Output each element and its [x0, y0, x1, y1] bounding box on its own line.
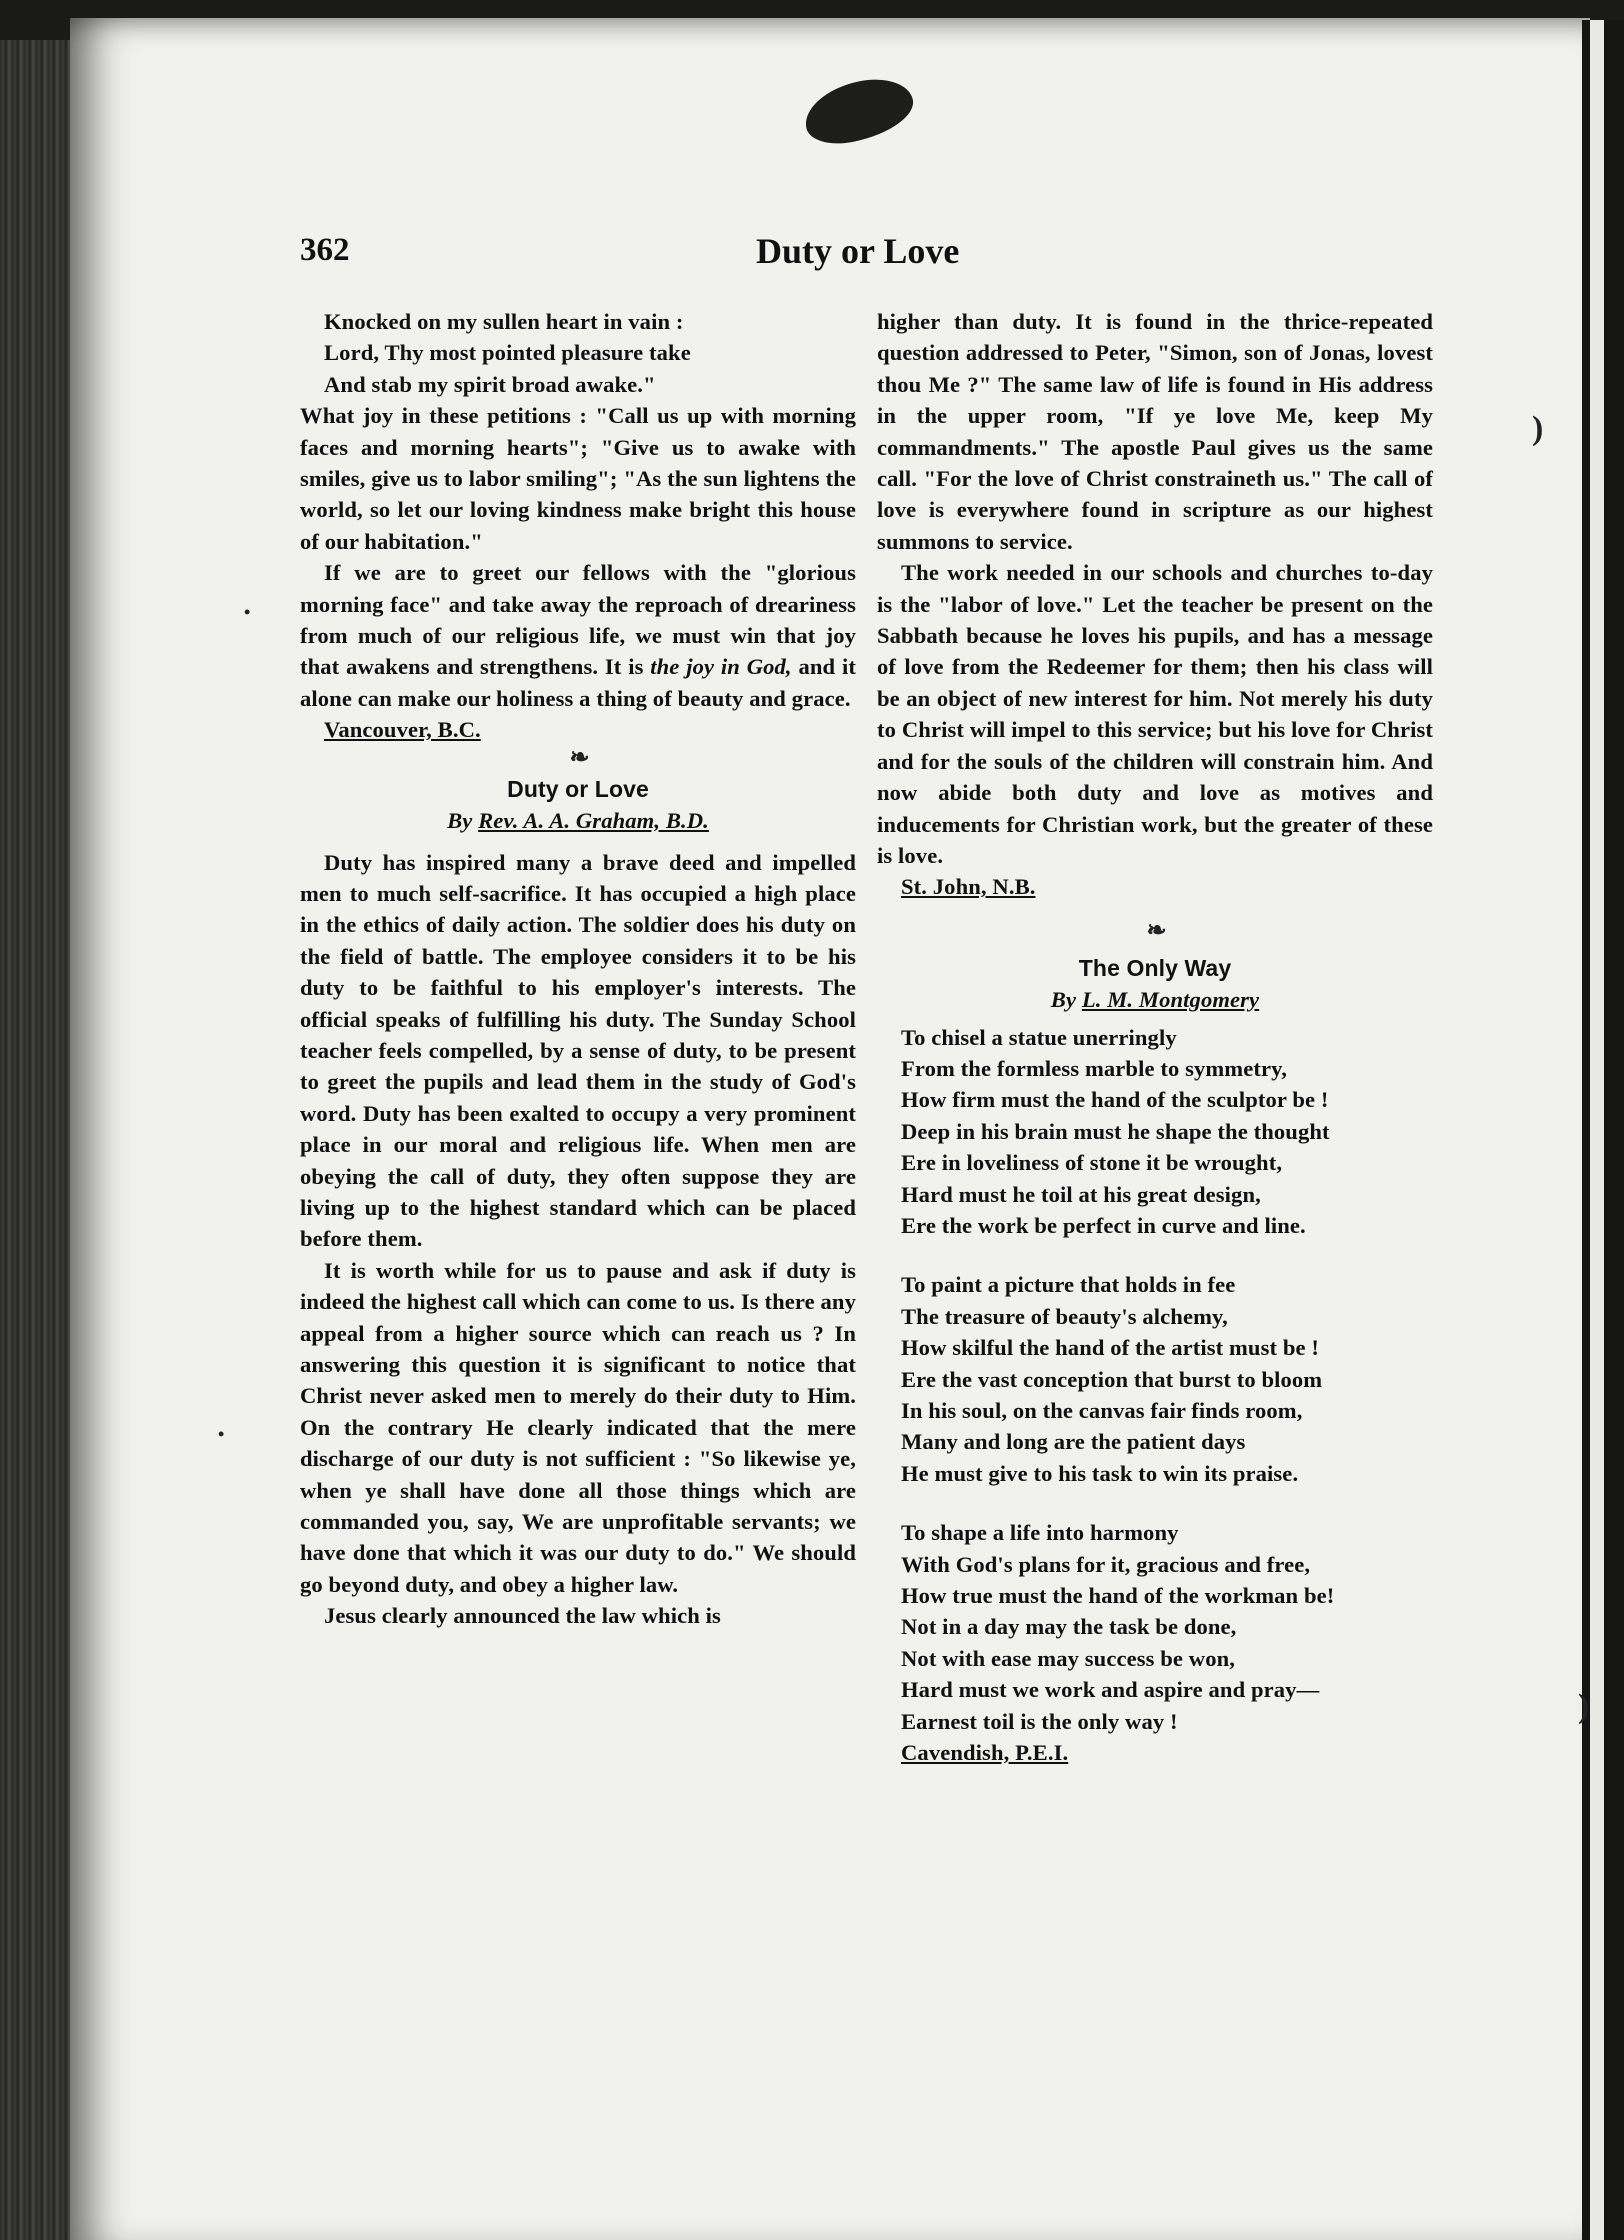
paragraph: Duty has inspired many a brave deed and impelled men to much self-sacrifice. It has occupied a high place in the ethics of daily action. The soldier does his duty on the field of battle. The employee considers it to be his duty to be faithful to his employer's interests. The official speaks of fulfilling his duty. The Sunday School teacher feels compelled, by a sense of duty, to be present to greet the pupils and lead them in the study of God's word. Duty has been exalted to occupy a very prominent place in our moral and religious life. When men are obeying the call of duty, they often suppose they are living up to the highest standard which can be placed before them. — [300, 849, 856, 1252]
poem-line: Earnest toil is the only way ! — [901, 1708, 1178, 1734]
poem-line: He must give to his task to win its praise. — [901, 1460, 1299, 1486]
poem-line: How firm must the hand of the sculptor be ! — [901, 1087, 1329, 1113]
paragraph-text: If we are to greet our fellows with the "glorious morning face" and take away the reproach of dreariness from much of our religious life, we must win that joy that awakens and strengthens. It is — [300, 560, 856, 680]
signoff-location: Vancouver, B.C. — [324, 717, 481, 743]
poem-byline — [877, 984, 1433, 1015]
poem-stanza — [877, 1269, 1433, 1489]
paragraph: It is worth while for us to pause and ask if duty is indeed the highest call which can come to us. Is there any appeal from a higher source which can reach us ? In answering this question it is significant to notice that Christ never asked men to merely do their duty to Him. On the contrary He clearly indicated that the mere discharge of our duty is not sufficient : "So likewise ye, when ye shall have done all those things which are commanded you, say, We are unprofitable servants; we have done that which it was our duty to do." We should go beyond duty, and obey a higher law. — [300, 1257, 856, 1597]
poem-stanza — [877, 1517, 1433, 1737]
poem-line: Ere the vast conception that burst to bloom — [901, 1366, 1323, 1392]
section-divider-ornament: ❧ — [1146, 917, 1164, 944]
poem-line: Many and long are the patient days — [901, 1429, 1246, 1455]
poem-stanza — [877, 1022, 1433, 1242]
poem-line: Deep in his brain must he shape the thought — [901, 1118, 1330, 1144]
poem-line: Not with ease may success be won, — [901, 1645, 1236, 1671]
byline-author: L. M. Montgomery — [1081, 987, 1260, 1013]
paragraph: higher than duty. It is found in the thrice-repeated question addressed to Peter, "Simon, son of Jonas, lovest thou Me ?" The same law of life is found in His address in the upper room, "If ye love Me, keep My commandments." The apostle Paul gives us the same call. "For the love of Christ constraineth us." The call of love is everywhere found in scripture as our highest summons to service. — [877, 309, 1433, 554]
signoff-location: Cavendish, P.E.I. — [901, 1740, 1069, 1766]
paragraph-emphasis: the joy in God, — [650, 654, 792, 680]
paragraph: The work needed in our schools and churches to-day is the "labor of love." Let the teacher be present on the Sabbath because he loves his pupils, and has a message of love from the Redeemer for them; then his class will be an object of new interest for him. Not merely his duty to Christ will impel to this service; but his love for Christ and for the souls of the children will constrain him. And now abide both duty and love as motives and inducements for Christian work, but the greater of these is love. — [877, 560, 1433, 868]
left-column — [300, 306, 856, 1632]
poem-line: Not in a day may the task be done, — [901, 1614, 1237, 1640]
byline-author: Rev. A. A. Graham, B.D. — [478, 808, 709, 834]
paragraph: What joy in these petitions : "Call us up with morning faces and morning hearts"; "Give us to awake with smiles, give us to labor smiling"; "As the sun lightens the world, so let our loving kindness make bright this house of our habitation." — [300, 403, 856, 554]
poem-line: To chisel a statue unerringly — [901, 1024, 1177, 1050]
page-number: 362 — [300, 232, 350, 268]
running-head: Duty or Love — [756, 231, 960, 271]
byline-prefix: By — [447, 808, 479, 834]
verse-ending — [300, 306, 856, 400]
paragraph — [300, 557, 856, 714]
poem-title: The Only Way — [1078, 954, 1232, 981]
poem-line: In his soul, on the canvas fair finds room, — [901, 1398, 1303, 1423]
byline-prefix: By — [1050, 987, 1082, 1013]
paragraph-text: and it alone can make our holiness a thing of beauty and grace. — [300, 654, 856, 711]
poem-line: To shape a life into harmony — [901, 1520, 1179, 1546]
poem-line: Hard must he toil at his great design, — [901, 1181, 1261, 1207]
next-page-sliver — [1590, 20, 1604, 2240]
right-column — [877, 306, 1433, 1768]
article-byline — [300, 805, 856, 836]
margin-bracket-mark: ) — [1532, 410, 1544, 447]
poem-line: Hard must we work and aspire and pray— — [901, 1677, 1320, 1703]
margin-dot: • — [218, 1424, 225, 1444]
poem-line: With God's plans for it, gracious and free, — [901, 1551, 1311, 1577]
poem-line: To paint a picture that holds in fee — [901, 1272, 1236, 1298]
poem-line: Ere in loveliness of stone it be wrought, — [901, 1150, 1283, 1176]
poem-line: Ere the work be perfect in curve and line. — [901, 1212, 1306, 1238]
verse-line: And stab my spirit broad awake." — [324, 371, 656, 397]
signoff-location: St. John, N.B. — [901, 874, 1036, 900]
article-title: Duty or Love — [507, 775, 649, 802]
poem-line: The treasure of beauty's alchemy, — [901, 1303, 1228, 1329]
poem-line: From the formless marble to symmetry, — [901, 1055, 1288, 1081]
poem-line: How true must the hand of the workman be! — [901, 1583, 1335, 1609]
margin-bracket-mark: ) — [1578, 1688, 1590, 1725]
verse-line: Lord, Thy most pointed pleasure take — [324, 340, 691, 366]
margin-dot: • — [244, 602, 251, 622]
verse-line: Knocked on my sullen heart in vain : — [324, 309, 684, 334]
section-divider-ornament: ❧ — [569, 744, 587, 771]
poem-line: How skilful the hand of the artist must be ! — [901, 1335, 1320, 1361]
paragraph: Jesus clearly announced the law which is — [324, 1603, 721, 1629]
